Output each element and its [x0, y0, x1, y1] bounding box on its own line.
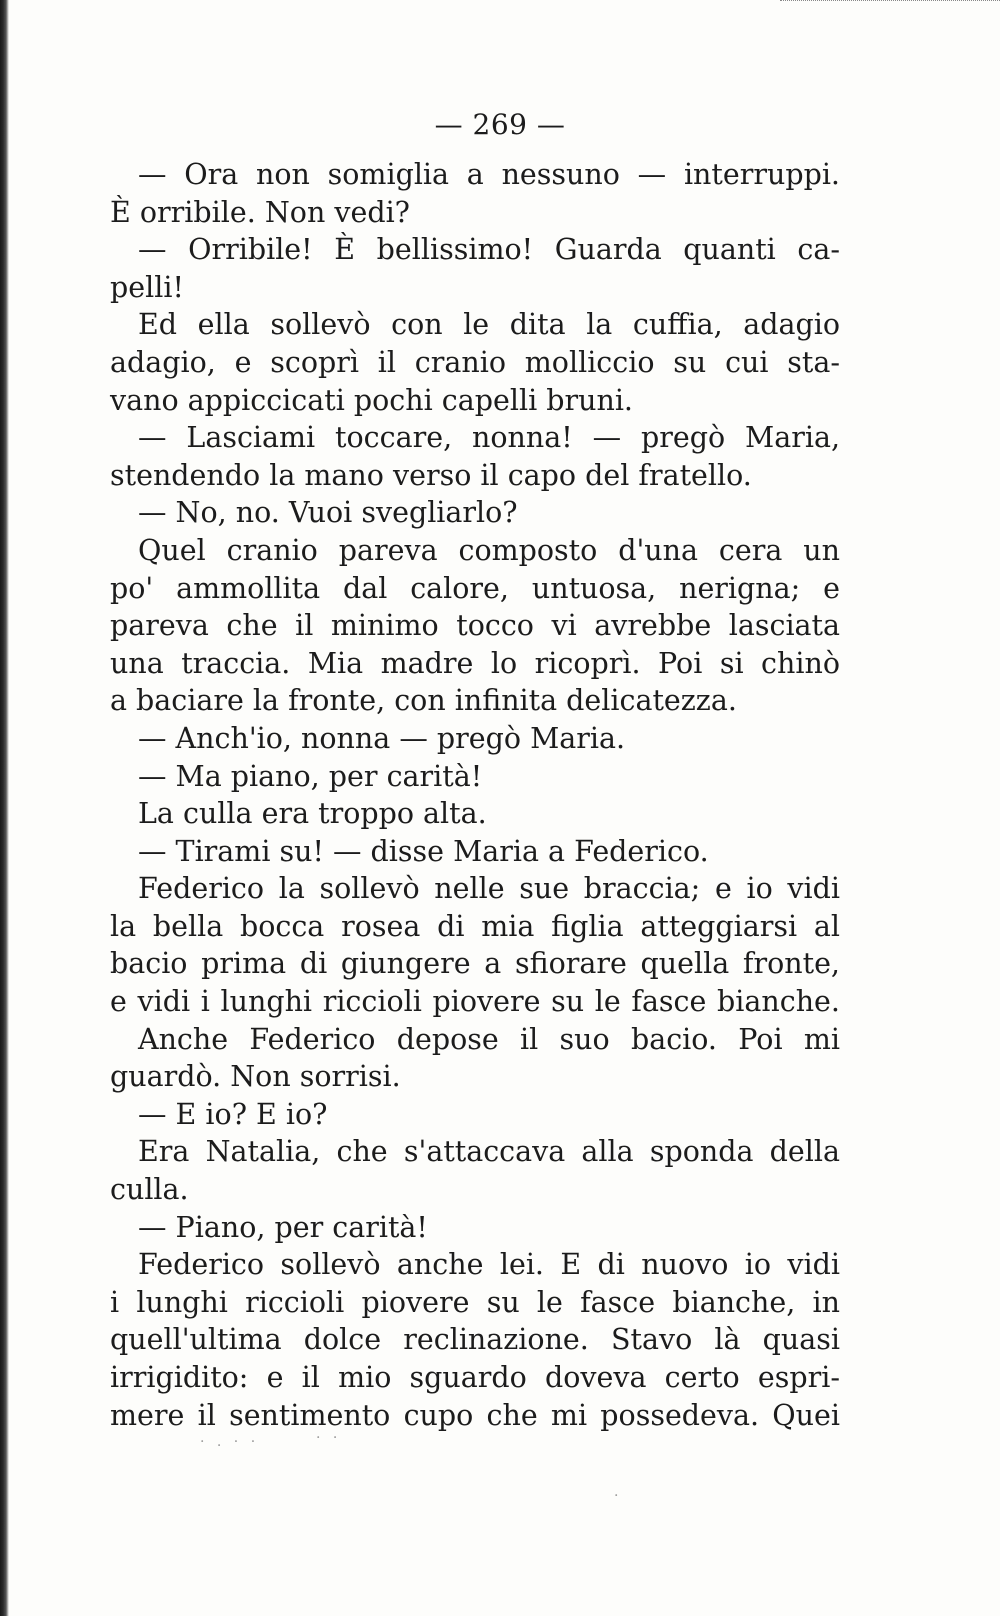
text-line: Ed ella sollevò con le dita la cuffia, adagio: [138, 308, 840, 342]
page-number: — 269 —: [434, 108, 566, 141]
page-binding-edge: [0, 0, 9, 1616]
text-line: — Piano, per carità!: [138, 1210, 428, 1244]
text-line: una traccia. Mia madre lo ricoprì. Poi si chinò: [110, 646, 840, 680]
text-line: guardò. Non sorrisi.: [110, 1060, 401, 1094]
text-line: pelli!: [110, 270, 184, 304]
text-line: la bella bocca rosea di mia figlia atteggiarsi al: [110, 909, 840, 943]
text-line: È orribile. Non vedi?: [110, 195, 410, 229]
text-line: quell'ultima dolce reclinazione. Stavo là quasi: [110, 1323, 840, 1357]
paper-speckle: ·: [614, 1488, 623, 1504]
text-line: pareva che il minimo tocco vi avrebbe lasciata: [110, 609, 840, 643]
text-line: adagio, e scoprì il cranio molliccio su cui sta-: [110, 345, 840, 379]
text-line: — Ma piano, per carità!: [138, 759, 483, 793]
text-line: — Tirami su! — disse Maria a Federico.: [138, 834, 709, 868]
paper-speckle: · . · ·: [200, 1434, 260, 1450]
text-line: — Anch'io, nonna — pregò Maria.: [138, 721, 626, 755]
text-line: a baciare la fronte, con infinita delicatezza.: [110, 684, 737, 718]
text-line: Quel cranio pareva composto d'una cera un: [138, 533, 840, 567]
text-line: La culla era troppo alta.: [138, 797, 487, 831]
text-line: bacio prima di giungere a sfiorare quella fronte,: [110, 947, 840, 981]
text-line: po' ammollita dal calore, untuosa, nerigna; e: [110, 571, 840, 605]
text-line: — E io? E io?: [138, 1097, 328, 1131]
text-line: — No, no. Vuoi svegliarlo?: [138, 496, 518, 530]
text-line: — Lasciami toccare, nonna! — pregò Maria,: [138, 421, 840, 455]
text-line: Era Natalia, che s'attaccava alla sponda della: [138, 1135, 840, 1169]
body-text: [110, 156, 840, 1434]
text-line: vano appiccicati pochi capelli bruni.: [110, 383, 633, 417]
text-line: e vidi i lunghi riccioli piovere su le fasce bianche.: [110, 985, 840, 1019]
text-line: culla.: [110, 1173, 189, 1207]
page-top-edge: [780, 0, 1000, 4]
text-line: — Orribile! È bellissimo! Guarda quanti ca-: [138, 233, 840, 267]
text-line: Federico la sollevò nelle sue braccia; e io vidi: [138, 872, 840, 906]
paper-speckle: · ·: [316, 1430, 342, 1446]
text-line: mere il sentimento cupo che mi possedeva. Quei: [110, 1398, 840, 1432]
text-line: stendendo la mano verso il capo del fratello.: [110, 458, 752, 492]
text-line: Federico sollevò anche lei. E di nuovo io vidi: [138, 1248, 840, 1282]
text-line: irrigidito: e il mio sguardo doveva certo espri-: [110, 1361, 840, 1394]
text-line: Anche Federico depose il suo bacio. Poi mi: [138, 1022, 840, 1056]
text-line: — Ora non somiglia a nessuno — interruppi.: [138, 158, 840, 191]
text-line: i lunghi riccioli piovere su le fasce bianche, in: [110, 1285, 840, 1319]
